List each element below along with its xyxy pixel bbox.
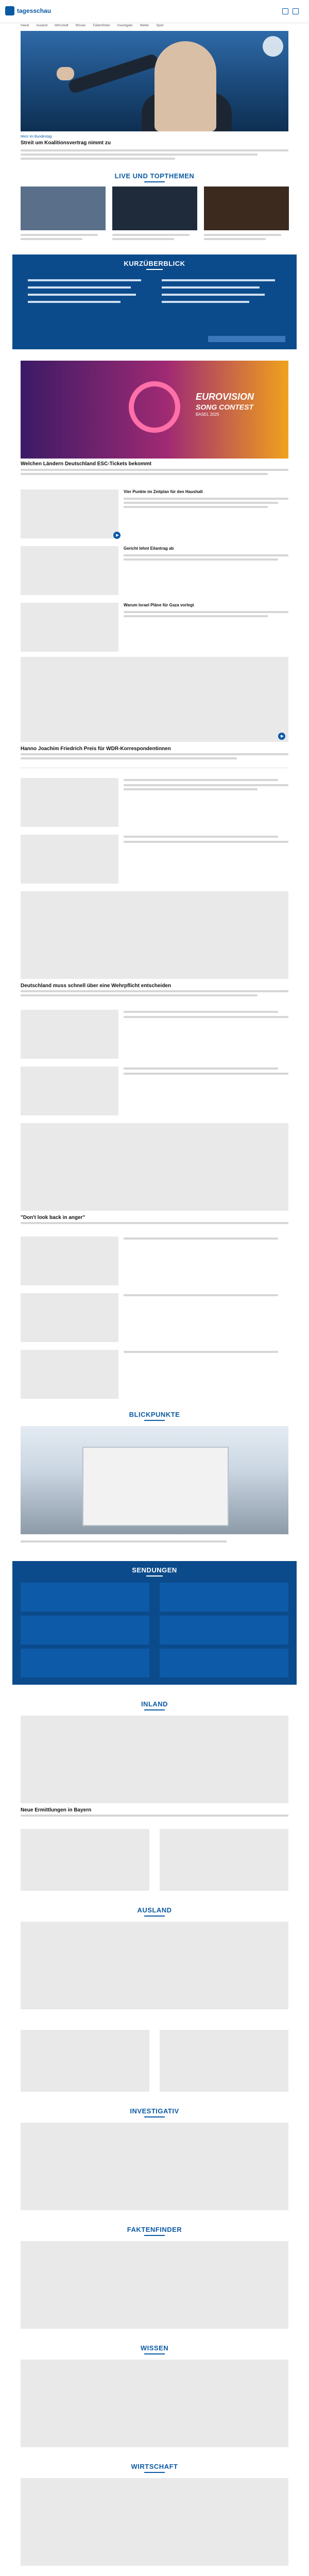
teaser-line — [124, 1238, 278, 1240]
hero-arm — [67, 53, 159, 94]
play-icon[interactable] — [113, 532, 121, 539]
article-image[interactable] — [160, 1829, 288, 1891]
nav-item[interactable]: Investigativ — [117, 24, 133, 27]
article-image[interactable] — [21, 1236, 118, 1285]
esc-heart-icon — [129, 381, 180, 433]
teaser-line — [124, 841, 288, 843]
teaser-line — [124, 788, 258, 790]
article-image[interactable] — [21, 489, 118, 538]
sendung-card[interactable] — [21, 1583, 149, 1612]
article-image-large[interactable] — [21, 2478, 288, 2566]
nav-item[interactable]: Inland — [21, 24, 29, 27]
article-image[interactable] — [21, 1350, 118, 1399]
article-image[interactable] — [21, 1829, 149, 1891]
nav-item[interactable]: Sport — [156, 24, 164, 27]
kurz-more-button[interactable] — [208, 336, 285, 342]
site-header — [0, 0, 309, 23]
kurz-item[interactable] — [28, 286, 131, 289]
topthema-text — [21, 238, 82, 240]
nav-item[interactable]: Faktenfinder — [93, 24, 110, 27]
article-image-large[interactable] — [21, 2360, 288, 2447]
teaser-line — [124, 836, 278, 838]
section-underline — [146, 1575, 163, 1577]
hero-image[interactable] — [21, 31, 288, 131]
article-image[interactable] — [21, 1066, 118, 1115]
play-icon[interactable] — [278, 733, 285, 740]
teaser-line — [124, 506, 268, 508]
esc-logo-line1: EUROVISION — [196, 392, 254, 402]
topthema-image[interactable] — [21, 187, 106, 230]
hero-teaser-line — [21, 158, 175, 160]
section-title-wissen: WISSEN — [140, 2344, 169, 2352]
topthema-text — [21, 234, 98, 236]
article-image[interactable] — [21, 835, 118, 884]
logo-text: tagesschau — [17, 7, 52, 14]
article-image[interactable] — [21, 546, 118, 595]
topthema-image[interactable] — [204, 187, 289, 230]
section-title-wirtschaft: WIRTSCHAFT — [131, 2463, 178, 2470]
nav-item[interactable]: Wetter — [140, 24, 149, 27]
main-nav — [0, 23, 309, 29]
teaser-line — [21, 757, 237, 759]
kurz-item[interactable] — [28, 279, 141, 281]
topthema-text — [204, 238, 266, 240]
article-image-large[interactable] — [21, 1123, 288, 1211]
article-image[interactable] — [21, 778, 118, 827]
logo-mark-icon — [5, 6, 14, 15]
article-image[interactable] — [21, 2030, 149, 2092]
section-underline — [144, 2116, 165, 2117]
teaser-line — [21, 1222, 288, 1224]
topthema-image[interactable] — [112, 187, 197, 230]
building-icon — [82, 1447, 229, 1526]
article-image[interactable] — [160, 2030, 288, 2092]
section-title-faktenfinder: FAKTENFINDER — [127, 2226, 182, 2233]
sendung-card[interactable] — [160, 1616, 288, 1645]
esc-logo-line3: BASEL 2025 — [196, 412, 219, 417]
topthema-text — [112, 238, 174, 240]
search-icon[interactable] — [282, 8, 288, 14]
hero-teaser-line — [21, 149, 288, 151]
teaser-line — [124, 611, 288, 613]
teaser-line — [21, 1540, 227, 1543]
teaser-line — [21, 1815, 288, 1817]
teaser-line — [124, 779, 278, 781]
article-headline[interactable]: "Don't look back in anger" — [21, 1215, 85, 1221]
sendung-card[interactable] — [160, 1583, 288, 1612]
sendung-card[interactable] — [160, 1649, 288, 1677]
kurzueberblick-panel — [12, 255, 297, 349]
teaser-line — [124, 554, 288, 556]
sendungen-panel — [12, 1561, 297, 1685]
sendung-card[interactable] — [21, 1649, 149, 1677]
article-headline[interactable]: Gericht lehnt Eilantrag ab — [124, 546, 174, 551]
hero-headline[interactable]: Streit um Koalitionsvertrag nimmt zu — [21, 140, 111, 146]
article-image-large[interactable] — [21, 657, 288, 742]
esc-logo-line2: SONG CONTEST — [196, 403, 254, 411]
article-headline[interactable]: Warum Israel Pläne für Gaza vorlegt — [124, 603, 194, 607]
kurz-item[interactable] — [28, 294, 136, 296]
site-logo[interactable] — [5, 6, 51, 15]
teaser-line — [124, 1067, 278, 1070]
teaser-line — [124, 1073, 288, 1075]
kurz-item[interactable] — [162, 294, 265, 296]
article-headline[interactable]: Deutschland muss schnell über eine Wehrpflicht entscheiden — [21, 983, 171, 989]
hero-hand — [57, 67, 74, 80]
esc-headline[interactable]: Welchen Ländern Deutschland ESC-Tickets bekommt — [21, 461, 152, 467]
teaser-line — [21, 753, 288, 755]
topthema-text — [112, 234, 190, 236]
hero-kicker: Merz im Bundestag — [21, 135, 52, 139]
teaser-line — [124, 1016, 288, 1018]
nav-item[interactable]: Wirtschaft — [55, 24, 68, 27]
article-image-large[interactable] — [21, 1922, 288, 2009]
teaser-line — [21, 994, 258, 996]
article-image-large[interactable] — [21, 891, 288, 979]
hero-badge — [263, 36, 283, 57]
article-headline[interactable]: Vier Punkte im Zeitplan für den Haushalt — [124, 489, 203, 494]
hero-person — [154, 41, 216, 131]
article-image[interactable] — [21, 603, 118, 652]
teaser-line — [124, 498, 288, 500]
nav-item[interactable]: Wissen — [75, 24, 86, 27]
nav-item[interactable]: Ausland — [36, 24, 48, 27]
article-image[interactable] — [21, 1010, 118, 1059]
kurz-item[interactable] — [162, 286, 260, 289]
section-title-inland: INLAND — [141, 1700, 168, 1708]
section-title-ausland: AUSLAND — [137, 1906, 172, 1914]
article-image-large[interactable] — [21, 2123, 288, 2210]
teaser-line — [21, 990, 288, 992]
kurz-item[interactable] — [162, 301, 249, 303]
section-underline — [146, 269, 163, 270]
section-title-live: LIVE UND TOPTHEMEN — [114, 172, 195, 180]
teaser-line — [124, 784, 288, 786]
teaser-line — [124, 502, 278, 504]
section-title-sendungen: SENDUNGEN — [132, 1566, 177, 1574]
section-underline — [144, 1420, 165, 1421]
topthema-text — [204, 234, 281, 236]
blickpunkte-image[interactable] — [21, 1426, 288, 1534]
teaser-line — [124, 1294, 278, 1296]
sendung-card[interactable] — [21, 1616, 149, 1645]
teaser-line — [124, 615, 268, 617]
teaser-line — [124, 1011, 278, 1013]
article-headline[interactable]: Neue Ermittlungen in Bayern — [21, 1807, 92, 1813]
article-headline[interactable]: Hanno Joachim Friedrich Preis für WDR-Korrespondentinnen — [21, 746, 171, 752]
teaser-line — [124, 558, 278, 561]
section-underline — [144, 2353, 165, 2354]
section-underline — [144, 2472, 165, 2473]
teaser-line — [21, 473, 268, 475]
hero-teaser-line — [21, 154, 258, 156]
section-underline — [144, 1709, 165, 1710]
section-title-blickpunkte: BLICKPUNKTE — [129, 1411, 180, 1418]
section-title-kurz: KURZÜBERBLICK — [124, 260, 185, 267]
kurz-item[interactable] — [162, 279, 275, 281]
kurz-item[interactable] — [28, 301, 121, 303]
section-title-investigativ: INVESTIGATIV — [130, 2107, 179, 2115]
section-underline — [144, 2235, 165, 2236]
teaser-line — [21, 469, 288, 471]
article-image-large[interactable] — [21, 2241, 288, 2329]
article-image[interactable] — [21, 1293, 118, 1342]
section-underline — [144, 1916, 165, 1917]
menu-icon[interactable] — [293, 8, 299, 14]
section-underline — [144, 181, 165, 182]
article-image-large[interactable] — [21, 1716, 288, 1803]
esc-image[interactable] — [21, 361, 288, 459]
teaser-line — [124, 1351, 278, 1353]
